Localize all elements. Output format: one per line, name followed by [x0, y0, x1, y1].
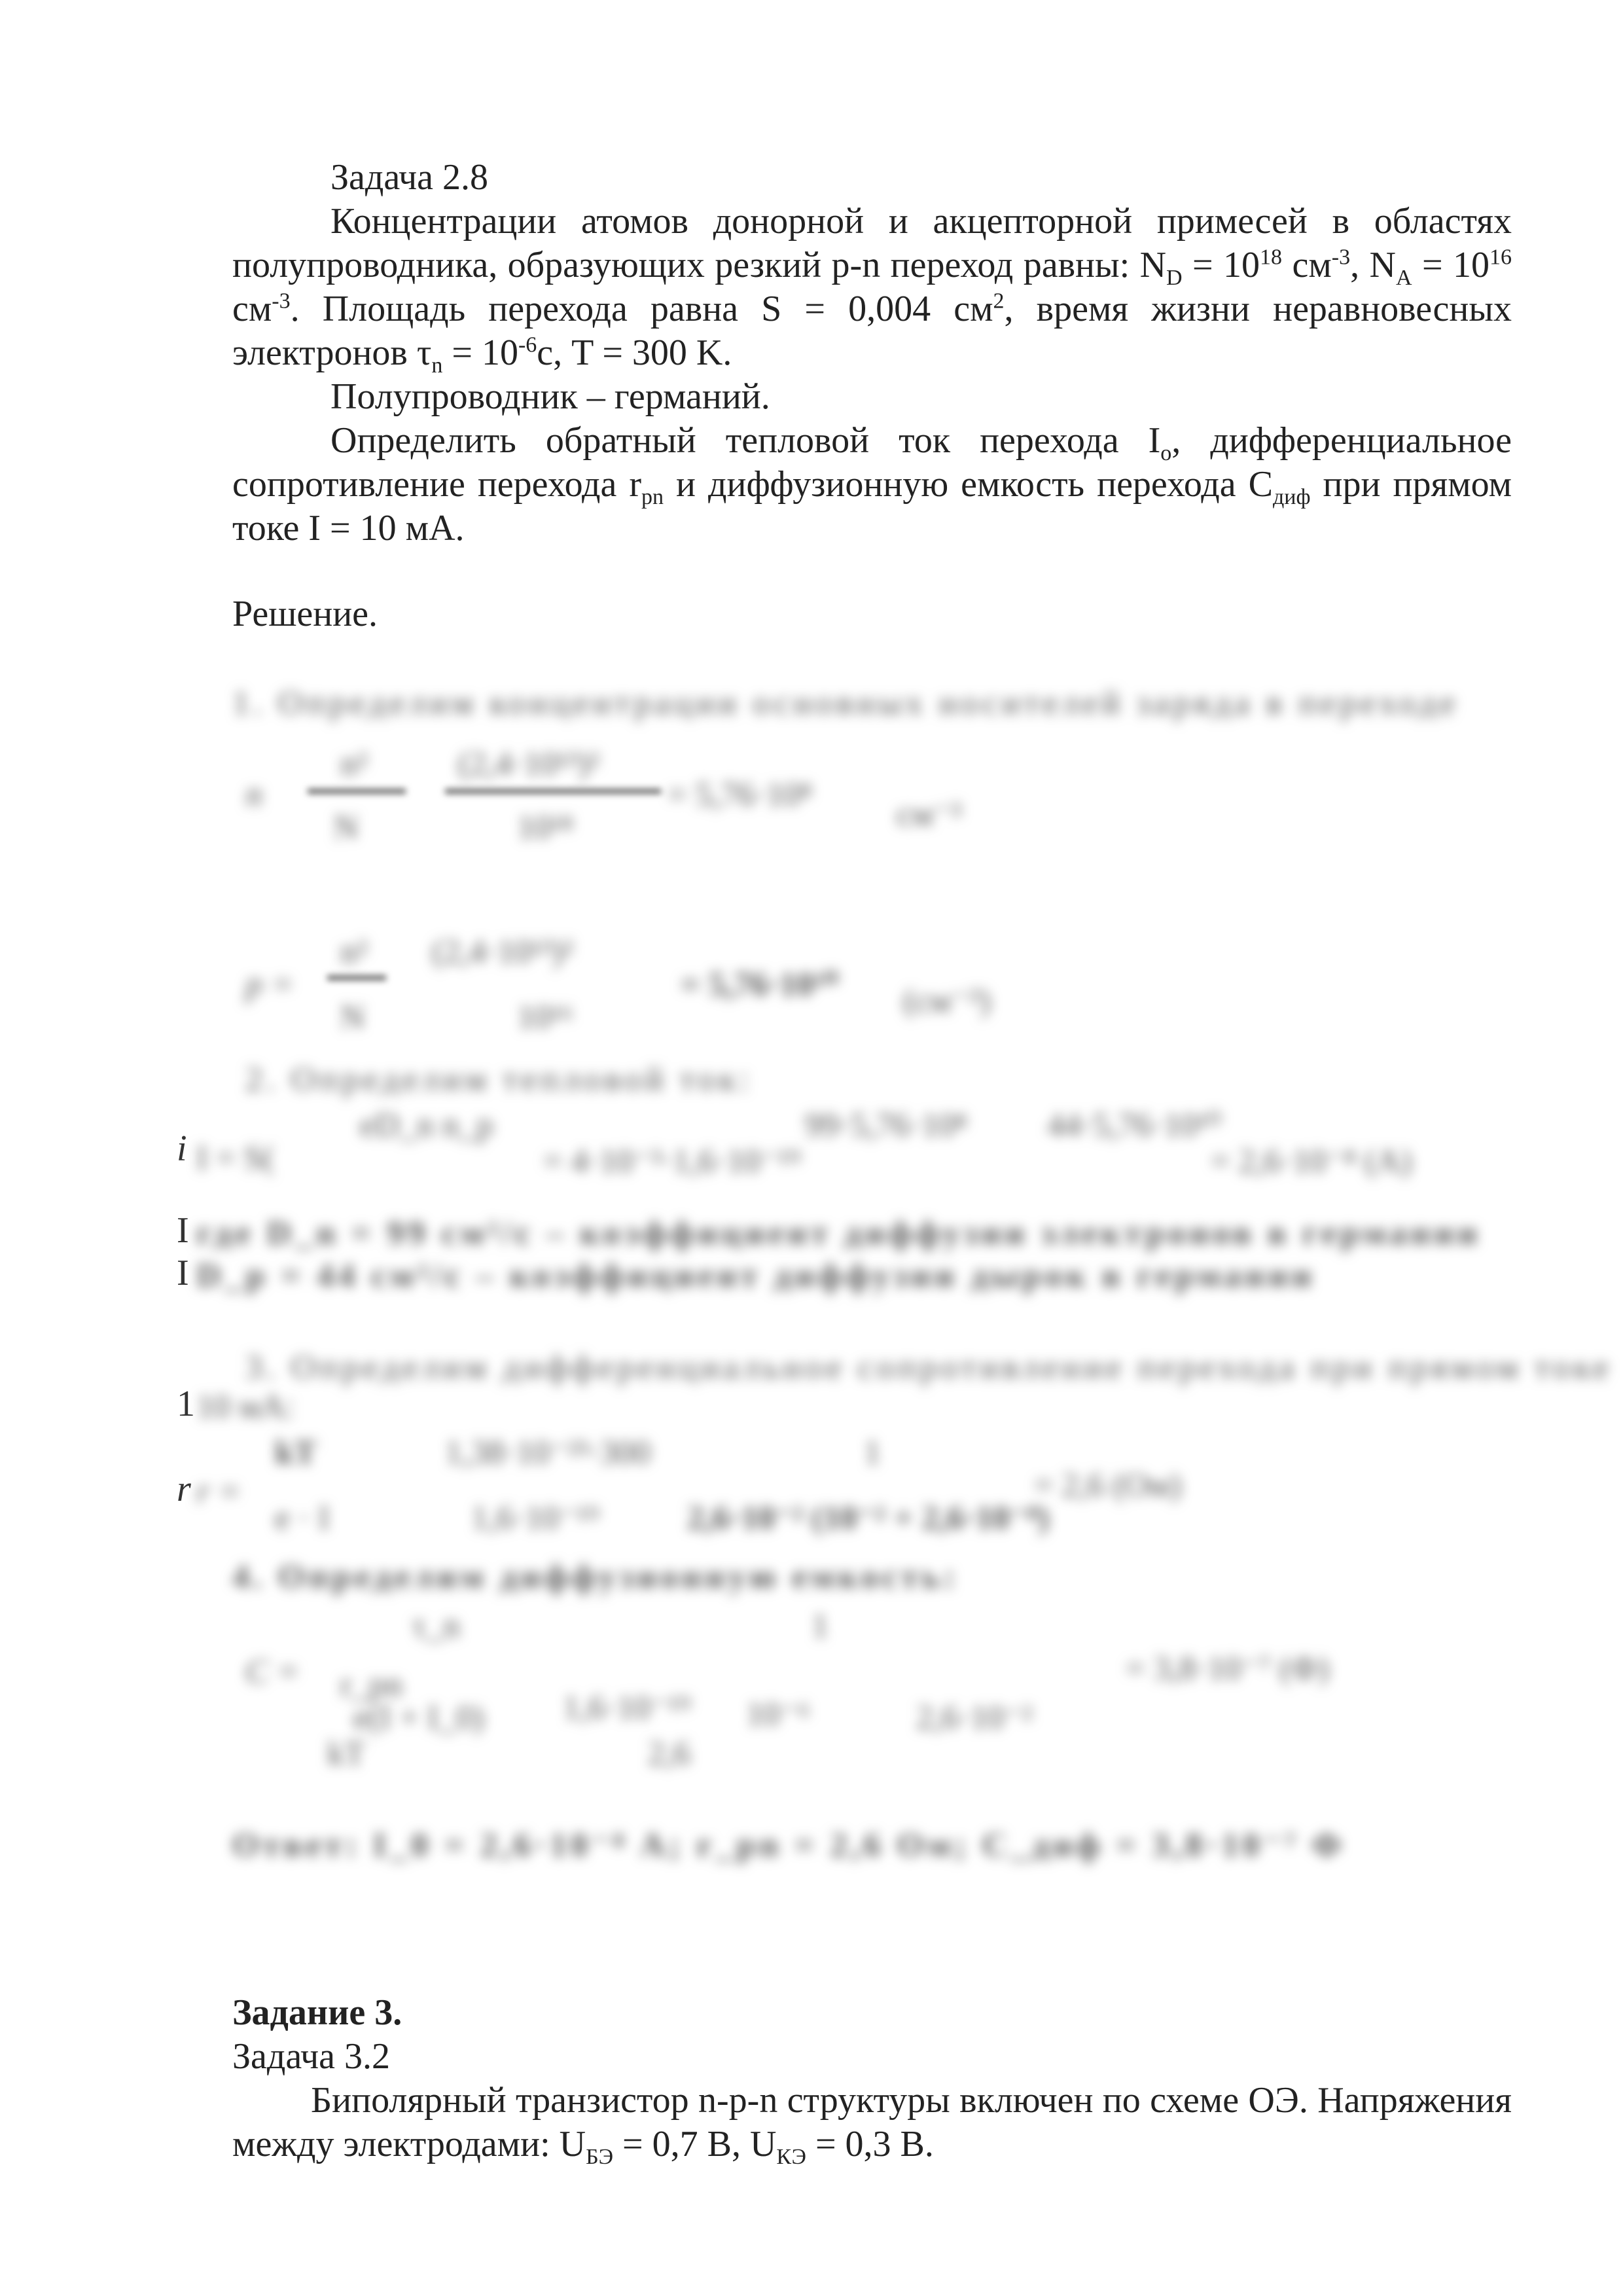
blurred-eq5-f: e(I + I_0)	[353, 1699, 484, 1736]
task-2-8-condition-p2: Полупроводник – германий.	[330, 376, 770, 417]
blurred-eq4-result: = 2,6 (Ом)	[1034, 1467, 1182, 1504]
blurred-eq1-lhs: n	[245, 776, 262, 814]
task-3-2-title: Задача 3.2	[232, 2036, 391, 2077]
solution-label: Решение.	[232, 594, 378, 634]
blurred-eq4-a: kT	[275, 1434, 317, 1471]
blurred-eq1-den2: 10¹⁸	[517, 809, 573, 846]
blurred-eq4-b: 1,38·10⁻²³·300	[445, 1434, 651, 1471]
task-2-8-condition-p3: Определить обратный тепловой ток перехода $I_o$, дифференциальное сопротивление перехода $r_{pn}$ и диффузионную емкость перехода $C_{диф}$ при прямом токе I = 10 мА.	[232, 420, 1512, 548]
blurred-eq1-bar1	[308, 789, 406, 794]
blurred-eq1-result: = 5,76·10⁸	[668, 776, 812, 814]
blurred-def-2: D_p = 44 см²/с – коэффициент диффузии дырок в германии	[196, 1257, 1315, 1295]
left-edge-I-2: I	[177, 1253, 189, 1293]
left-edge-r: r	[177, 1469, 191, 1509]
blurred-eq3-lhs: I = S(	[196, 1139, 274, 1177]
task-2-8-condition-p1: Концентрации атомов донорной и акцепторной примесей в областях полупроводника, образующих резкий p-n переход равны: $N_D = 10^{18}$ $см^{-3}$, $N_A = 10^{16}$ $см^{-3}$. Площадь перехода равна S = 0,004 $см^2$, время жизни неравновесных электронов $\tau_n = 10^{-6}с$, T = 300 K.	[232, 201, 1512, 378]
left-edge-1: 1	[177, 1384, 195, 1424]
blurred-eq5-i: 2,6·10⁻²	[916, 1699, 1033, 1736]
blurred-eq2-den2: 10¹⁶	[517, 999, 573, 1036]
blurred-eq1-num2: (2,4·10¹³)²	[458, 745, 599, 783]
blurred-eq2-num: n²	[340, 933, 368, 971]
blurred-eq5-k: 2,6	[648, 1735, 690, 1772]
blurred-eq2-mid: (2,4·10¹³)²	[432, 933, 573, 971]
blurred-eq5-b: 1	[812, 1607, 829, 1645]
blurred-step-3b: 10 мА:	[196, 1388, 294, 1426]
blurred-eq5-result: = 3,8·10⁻⁷ (Ф)	[1126, 1650, 1329, 1687]
blurred-eq5-h: 10⁻⁶	[746, 1696, 810, 1733]
task-3-heading: Задание 3.	[232, 1992, 402, 2033]
blurred-answer: Ответ: I_0 = 2,6·10⁻⁸ А; r_pn = 2,6 Ом; C_диф = 3,8·10⁻⁷ Ф	[232, 1827, 1346, 1864]
blurred-def-1: где D_n = 99 см²/с – коэффициент диффузии электронов в германии	[196, 1215, 1482, 1252]
blurred-step-2: 2. Определим тепловой ток:	[245, 1061, 753, 1098]
blurred-eq5-d: r_pn	[340, 1666, 403, 1704]
task-3-2-condition: Биполярный транзистор n-p-n структуры включен по схеме ОЭ. Напряжения между электродами: $U_{БЭ} = 0,7$ В, $U_{КЭ} = 0,3$ В.	[232, 2080, 1512, 2170]
blurred-eq2-bar1	[327, 975, 386, 980]
blurred-eq3-b: = 4·10⁻³·1,6·10⁻¹⁹	[543, 1143, 801, 1180]
blurred-eq4-d: r =	[196, 1473, 241, 1511]
blurred-eq5-g: 1,6·10⁻¹⁹	[563, 1689, 691, 1727]
left-edge-i: i	[177, 1128, 187, 1169]
blurred-eq1-num1: n²	[340, 745, 368, 783]
blurred-step-1: 1. Определим концентрации основных носителей заряда в переходе	[232, 685, 1459, 722]
blurred-eq4-e: e · I	[275, 1499, 330, 1537]
left-edge-I-1: I	[177, 1210, 189, 1251]
blurred-eq3-c: 99·5,76·10⁸	[805, 1107, 967, 1144]
blurred-eq5-c: C =	[245, 1653, 300, 1691]
blurred-eq1-den1: N	[334, 809, 359, 846]
blurred-eq2-den: N	[340, 999, 365, 1036]
blurred-eq3-d: 44·5,76·10¹⁰	[1047, 1107, 1222, 1144]
blurred-step-4: 4. Определим диффузионную емкость:	[232, 1558, 959, 1596]
blurred-eq5-j: kT	[327, 1735, 365, 1772]
blurred-eq3-result: = 2,6·10⁻⁸ (А)	[1211, 1143, 1412, 1180]
blurred-eq2-unit: (см⁻³)	[903, 982, 991, 1020]
blurred-eq1-unit: см⁻³	[897, 796, 962, 833]
blurred-eq2-result: = 5,76·10¹⁰	[681, 966, 839, 1003]
blurred-step-3: 3. Определим дифференциальное сопротивление перехода при прямом токе	[245, 1349, 1613, 1386]
blurred-eq4-f: 1,6·10⁻¹⁹	[471, 1499, 599, 1537]
blurred-eq1-bar2	[445, 789, 661, 794]
blurred-eq3-a: eD_n n_p	[360, 1107, 493, 1144]
blurred-eq5-a: τ_n	[412, 1607, 460, 1645]
blurred-eq4-g: 2,6·10⁻² (10⁻² + 2,6·10⁻⁸)	[687, 1499, 1050, 1537]
task-2-8-title: Задача 2.8	[330, 157, 489, 198]
blurred-eq4-c: 1	[864, 1434, 881, 1471]
blurred-eq2-lhs: p =	[245, 966, 294, 1003]
